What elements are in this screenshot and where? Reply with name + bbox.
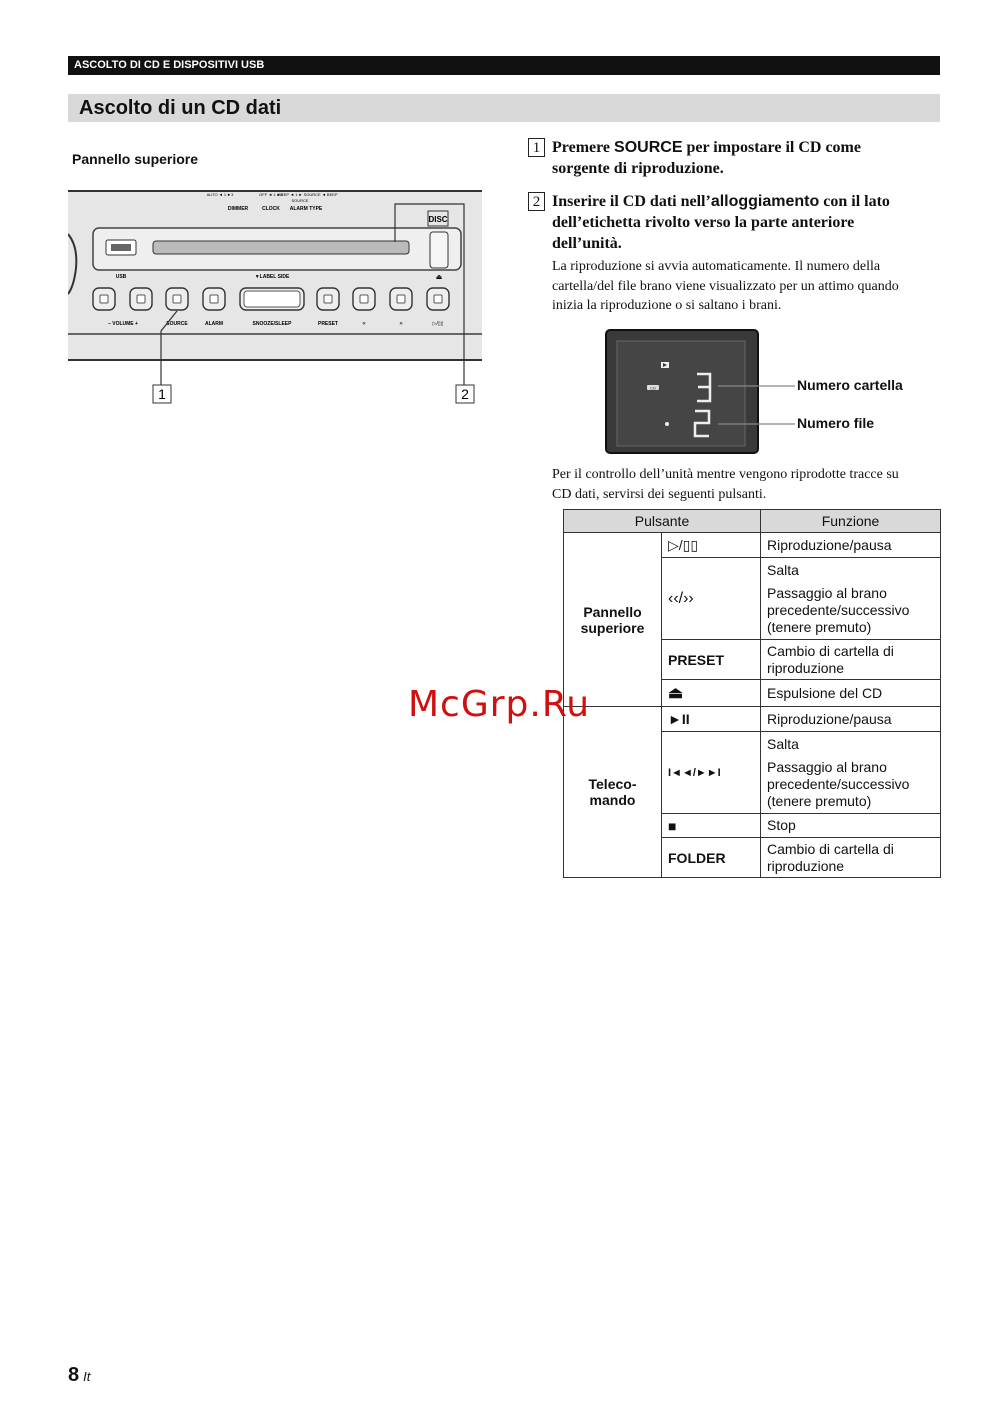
function-text: Riproduzione/pausa [767,536,892,553]
volume-label: – VOLUME + [108,321,138,327]
paragraph-controls [552,465,947,504]
step-2-line3: dell’unità. [552,235,622,252]
step-2-number: 2 [528,192,545,211]
panel-small-label-1: AUTO ◄ 1 ►3 [206,192,234,197]
button-preset: PRESET [662,640,761,680]
next-label: » [399,321,403,327]
function-text: Espulsione del CD [767,684,883,701]
button-eject: ⏏ [662,680,761,707]
step-2-line2: dell’etichetta rivolto verso la parte anteriore [552,214,855,231]
usb-label: USB [115,274,127,280]
step-1-text-post: per impostare il CD come [682,139,861,156]
folder-number-label: Numero cartella [797,377,903,393]
step-1-line2: sorgente di riproduzione. [552,160,724,177]
header-function: Funzione [761,510,941,533]
group-name-line: mando [589,792,636,808]
step-1-number: 1 [528,138,545,157]
alarm-type-label: ALARM TYPE [289,206,323,212]
function-text: Salta [767,561,799,578]
preset-label: PRESET [317,321,339,327]
function-text: Cambio di cartella di riproduzione [767,642,894,676]
eject-label: ⏏ [435,274,443,281]
function-cell [761,732,941,814]
page-number [68,1364,90,1387]
callout-1: 1 [158,386,166,402]
function-cell [761,558,941,640]
group-name-line: Teleco- [588,776,637,792]
source-label: SOURCE [166,321,188,327]
disc-logo: DISC [428,215,448,224]
function-cell [761,838,941,878]
group-top-panel [564,533,662,707]
callout-2: 2 [461,386,469,402]
step-1-text-pre: Premere [552,139,615,156]
step-2 [528,191,940,255]
function-text: Passaggio al brano precedente/successivo (tenere premuto) [767,758,910,809]
button-remote-stop: ■ [662,814,761,838]
function-text: Stop [767,817,796,833]
prev-label: « [362,321,366,327]
button-remote-folder: FOLDER [662,838,761,878]
panel-small-label-2: OFF ◄ 1 ►3 [259,192,283,197]
table-row [564,533,941,558]
file-number-label: Numero file [797,415,875,431]
paragraph-line: La riproduzione si avvia automaticamente. Il numero della [552,259,881,274]
paragraph-line: CD dati, servirsi dei seguenti pulsanti. [552,486,767,502]
group-name-line: superiore [580,619,645,636]
dimmer-label: DIMMER [227,206,249,212]
function-text: Salta [767,735,799,752]
button-remote-play-pause: ►II [662,707,761,732]
function-cell [761,707,941,732]
table-row [564,707,941,732]
display-cd-tag: CD [650,385,656,391]
snooze-sleep-label: SNOOZE/SLEEP [252,321,292,327]
page-title: Ascolto di un CD dati [68,94,940,122]
group-remote [564,707,662,878]
panel-label: Pannello superiore [72,151,199,167]
alarm-label: ALARM [204,321,224,327]
button-remote-skip: I◄◄/►►I [662,732,761,814]
display-leader-lines [718,378,798,430]
panel-small-label-3: BEEP ◄ 1 ► SOURCE ◄ BEEP [278,192,338,197]
section-header: ASCOLTO DI CD E DISPOSITIVI USB [68,56,940,75]
step-2-key: alloggiamento [710,193,820,210]
button-play-pause: ▷/▯▯ [662,533,761,558]
paragraph-line: inizia la riproduzione o si saltano i brani. [552,298,782,313]
function-text: Riproduzione/pausa [767,710,892,727]
paragraph-line: cartella/del file brano viene visualizzato per un attimo quando [552,278,899,294]
step-1-key: SOURCE [614,139,683,156]
top-panel-illustration [68,186,484,408]
paragraph-line: Per il controllo dell’unità mentre vengono riprodotte tracce su [552,467,899,482]
table-header-row [564,510,941,533]
paragraph-autoplay [552,257,942,316]
watermark: McGrp.Ru [408,684,591,725]
clock-label: CLOCK [262,206,280,212]
function-text: Passaggio al brano precedente/successivo (tenere premuto) [767,584,910,635]
function-cell [761,680,941,707]
button-skip: ‹‹/›› [662,558,761,640]
step-2-text-pre: Inserire il CD dati nell’ [552,193,711,210]
header-button: Pulsante [564,510,761,533]
function-cell [761,814,941,838]
play-pause-label: ▷/▯▯ [432,321,444,327]
group-name-line: Pannello [583,603,642,620]
function-cell [761,533,941,558]
function-table [563,509,941,878]
step-1 [528,137,940,181]
page-number-value: 8 [68,1364,80,1386]
function-text: Cambio di cartella di riproduzione [767,840,894,874]
function-cell [761,640,941,680]
step-2-text-post: con il lato [819,193,890,210]
label-side-label: ▼LABEL SIDE [254,274,290,280]
page-language: It [83,1369,91,1384]
panel-small-source-label: SOURCE [291,198,309,203]
